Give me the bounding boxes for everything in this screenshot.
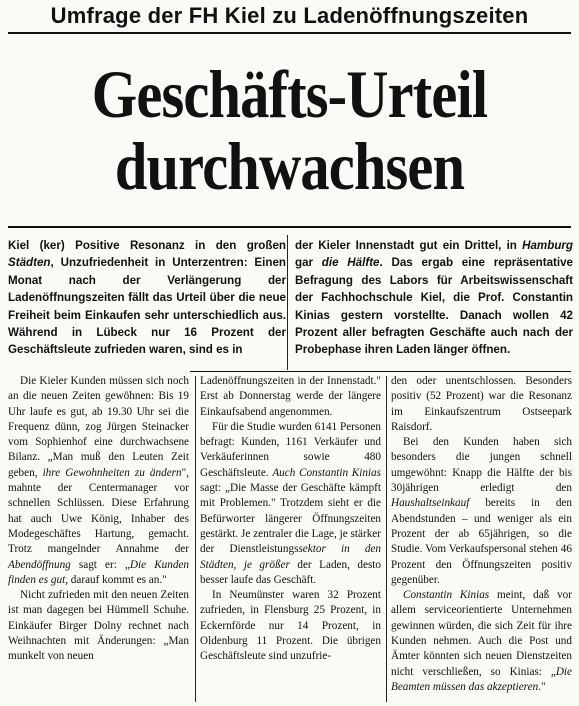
body-paragraph: Ladenöffnungszeiten in der Innenstadt." Erst ab Donnerstag werde der längere Einkaufsabend angenommen. [200, 375, 381, 418]
lead-text: Kiel (ker) Positive Resonanz in den großen [8, 239, 286, 252]
lead-text: gar [295, 256, 322, 270]
lead-paragraph-left [8, 237, 286, 359]
lead-text: , Unzufriedenheit in Unterzentren: Einen Monat nach der Verlängerung der Ladenöffnungszeiten fällt das Urteil über die neue Freiheit beim Einkaufen sehr unterschiedlich aus. Während in Lübeck nur 16 Prozent der Geschäftsleute zufrieden waren, sind es in [8, 256, 286, 357]
article-headline [41, 58, 539, 202]
body-text: sagt: „Die Masse der Geschäfte kämpft mit Problemen." Trotzdem sieht er die Befürworter längerer Öffnungszeiten gestärkt. Je zentraler die Lage, je stärker der Dienstleistungs [200, 482, 381, 556]
lead-emphasis: Hamburg [522, 239, 573, 252]
lead-column-divider [287, 235, 288, 370]
body-text: Bei den Kunden haben sich besonders die jungen schnell umgewöhnt: Knapp die Hälfte der bis 30jährigen erledigt den [391, 436, 572, 495]
body-column-1 [8, 374, 189, 665]
body-emphasis: ihre Gewohnheiten zu ändern [42, 466, 182, 479]
body-text: ", mahnte der Centermanager vor schnellen Schlüssen. Diese Erfahrung hat auch Uwe König, Inhaber des Modegeschäftes Hartung, gemacht. Trotz mangelnder Annahme der [8, 466, 189, 556]
body-paragraph [391, 588, 572, 695]
body-text: der Laden, desto besser laufe das Geschäft. [200, 558, 381, 586]
body-emphasis: Auch Constantin Kinias [272, 466, 381, 479]
body-text: Die Kieler Kunden müssen sich noch an die neuen Zeiten gewöhnen: Bis 19 Uhr laufe es gut, ab 19.30 Uhr sei die Frequenz dünn, zog Jürgen Steinacker vom Sophienhof eine durchwachsene Bilanz. „Man muß den Leuten Zeit geben, [8, 375, 189, 479]
body-paragraph [391, 435, 572, 588]
body-text: , darauf kommt es an." [65, 573, 167, 586]
body-emphasis: Die Kunden finden es gut [8, 558, 189, 586]
headline-line-1: Geschäfts-Urteil [91, 56, 488, 132]
body-paragraph: In Neumünster waren 32 Prozent zufrieden, in Flensburg 25 Prozent, in Eckernförde nur 14 Prozent, in Oldenburg 11 Prozent. Die übrigen Geschäftsleute sind unzufrie- [200, 589, 381, 663]
kicker-headline: Umfrage der FH Kiel zu Ladenöffnungszeiten [50, 3, 529, 28]
body-text: meint, daß vor allem serviceorientierte Unternehmen gewinnen würden, die sich Zeit für ihre Kunden nehmen. Auch die Post und Ämter könnten sich neuen Dienstzeiten nicht verschließen, so Kinias: „ [391, 589, 572, 678]
headline-rule [8, 226, 571, 228]
column-divider-2 [386, 376, 387, 702]
body-column-2 [200, 374, 381, 665]
lead-bottom-rule [190, 371, 571, 372]
lead-paragraph-right [295, 237, 573, 359]
body-emphasis: Haushaltseinkauf [391, 497, 470, 510]
body-emphasis: Abendöffnung [8, 558, 71, 571]
lead-text: . Das ergab eine repräsentative Befragung des Labors für Arbeitswissenschaft der Fachhochschule Kiel, die Prof. Constantin Kinias gestern vorstellte. Danach wollen 42 Prozent aller befragten Geschäfte auch nach der Probephase ihren Laden länger öffnen. [295, 256, 574, 357]
body-text: bereits in den Abendstunden – und weniger als ein Prozent der ab 65jährigen, so die Studie. Vom Verkaufspersonal stehen 46 Prozent den Öffnungszeiten positiv gegenüber. [391, 497, 572, 586]
body-column-3 [391, 374, 572, 695]
lead-emphasis: die Hälfte [321, 256, 380, 270]
column-divider-1 [195, 376, 196, 702]
lead-emphasis: Städten [8, 256, 51, 270]
body-paragraph [8, 374, 189, 588]
headline-line-2: durchwachsen [114, 128, 465, 204]
body-paragraph: den oder unentschlossen. Besonders positiv (52 Prozent) war die Resonanz im Einkaufszentrum Ostseepark Raisdorf. [391, 375, 572, 433]
body-paragraph: Nicht zufrieden mit den neuen Zeiten ist man dagegen bei Hümmell Schuhe. Einkäufer Birger Dolny rechnet nach Weihnachten mit Änderungen: „Man munkelt von neuen [8, 589, 189, 663]
body-paragraph [200, 420, 381, 588]
top-rule [8, 32, 571, 34]
lead-text: der Kieler Innenstadt gut ein Drittel, in [295, 239, 523, 252]
body-emphasis: Die Beamten müssen das akzeptieren [391, 665, 572, 693]
body-text: Für die Studie wurden 6141 Personen befragt: Kunden, 1161 Verkäufer und Verkäuferinnen sowie 480 Geschäftsleute. [200, 420, 381, 479]
body-text: sagt er: „ [70, 558, 130, 571]
body-emphasis: Constantin Kinias [403, 589, 490, 602]
body-emphasis: sektor in den Städten, je größer [200, 543, 381, 571]
body-text: ." [538, 680, 546, 693]
